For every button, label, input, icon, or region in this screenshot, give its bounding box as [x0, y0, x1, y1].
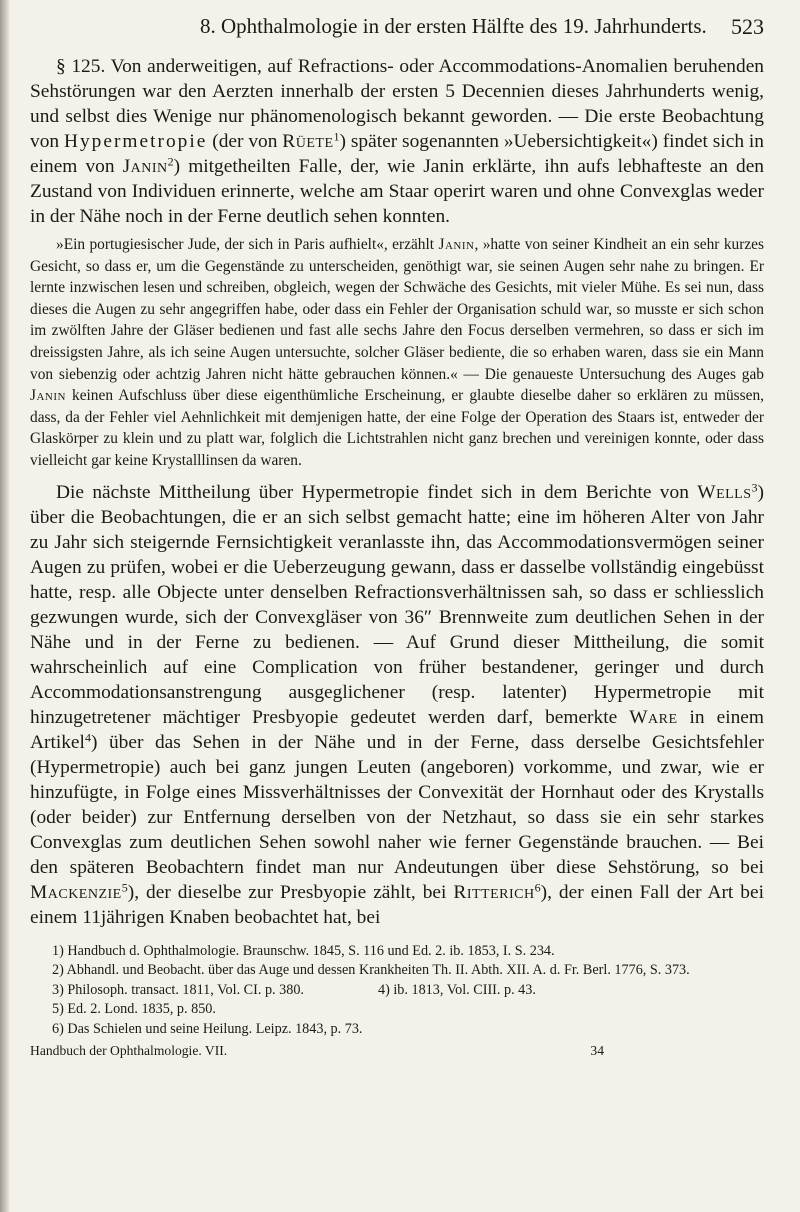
paragraph-wells: Die nächste Mittheilung über Hypermetropie findet sich in dem Berichte von Wells$^3$) über die Beobachtungen, die er an sich selbst gemacht hatte; eine im höheren Alter von Jahr zu Jahr sich steigernde Fernsichtigkeit veranlasste ihn, das Accommodationsvermögen seiner Augen zu prüfen, wobei er die Ueberzeugung gewann, dass er dasselbe vollständig eingebüsst hatte, resp. alle Objecte unter denselben Refractionsverhältnissen sah, so dass er schliesslich gezwungen wurde, sich der Convexgläser von 36″ Brennweite zum deutlichen Sehen in der Nähe und in der Ferne zu bedienen. — Auf Grund dieser Mittheilung, die somit wahrscheinlich auf eine Complication von früher bestandener, geringer und durch Accommodationsanstrengung ausgeglichener (resp. latenter) Hypermetropie mit hinzugetretener mächtiger Presbyopie gedeutet werden darf, bemerkte Ware in einem Artikel$^4$) über das Sehen in der Nähe und in der Ferne, dass derselbe Gesichtsfehler (Hypermetropie) auch bei ganz jungen Leuten (angeboren) vorkomme, und zwar, wie er hinzufügte, in Folge eines Missverhältnisses der Convexität der Hornhaut oder des Krystalls (oder beider) zur Entfernung derselben von der Netzhaut, so dass sie ein sehr starkes Convexglas zum deutlichen Sehen sowohl naher wie ferner Gegenstände brauchen. — Bei den späteren Beobachtern findet man nur Andeutungen über diese Sehstörung, so bei Mackenzie$^5$), der dieselbe zur Presbyopie zählt, bei Ritterich$^6$), der einen Fall der Art bei einem 11jährigen Knaben beobachtet hat, bei — [30, 479, 764, 928]
footnote-2: 2) Abhandl. und Beobacht. über das Auge und dessen Krankheiten Th. II. Abth. XII. A. d. Fr. Berl. 1776, S. 373. — [52, 962, 690, 979]
author-ritterich: Ritterich — [453, 881, 535, 903]
author-wells: Wells — [697, 481, 752, 503]
footnote-4: 4) ib. 1813, Vol. CIII. p. 43. — [378, 981, 536, 998]
footnotes — [30, 942, 764, 1061]
footnote-ref-3: 3 — [751, 479, 758, 494]
page-number: 523 — [731, 14, 764, 39]
footnote-5: 5) Ed. 2. Lond. 1835, p. 850. — [52, 1001, 216, 1018]
term-hypermetropie: Hypermetropie — [63, 131, 208, 152]
footnote-ref-4: 4 — [84, 729, 91, 744]
author-janin-quote-2: Janin — [30, 387, 66, 405]
footnote-row-3-4 — [30, 981, 764, 1001]
footnote-ref-2: 2 — [167, 154, 174, 169]
footnote-ref-5: 5 — [121, 879, 128, 894]
author-janin: Janin — [122, 156, 168, 177]
author-mackenzie: Mackenzie — [30, 881, 122, 903]
footnote-6: 6) Das Schielen und seine Heilung. Leipz. 1843, p. 73. — [52, 1020, 363, 1037]
footnote-1: 1) Handbuch d. Ophthalmologie. Braunschw. 1845, S. 116 und Ed. 2. ib. 1853, I. S. 234. — [52, 942, 555, 959]
paragraph-section-125: § 125. Von anderweitigen, auf Refractions- oder Accommodations-Anomalien beruhenden Sehstörungen war den Aerzten innerhalb der ersten 5 Decennien dieses Jahrhunderts wenig, und selbst dies Wenige nur phänomenologisch bekannt geworden. — Die erste Beobachtung von Hypermetropie (der von Rüete$^1$) später sogenannten »Uebersichtigkeit«) findet sich in einem von Janin$^2$) mitgetheilten Falle, der, wie Janin erklärte, ihn aufs lebhafteste an den Zustand von Individuen erinnerte, welche am Staar operirt waren und ohne Convexglas weder in der Nähe noch in der Ferne deutlich sehen konnten. — [30, 56, 764, 227]
footnote-ref-1: 1 — [333, 129, 340, 144]
footnote-ref-6: 6 — [534, 879, 541, 894]
footnote-3: 3) Philosoph. transact. 1811, Vol. CI. p. 380. — [52, 981, 304, 998]
running-head-title: 8. Ophthalmologie in der ersten Hälfte des 19. Jahrhunderts. — [200, 14, 707, 38]
author-janin-quote: Janin — [438, 236, 475, 253]
signature-line — [30, 1041, 764, 1061]
janin-quotation: »Ein portugiesischer Jude, der sich in Paris aufhielt«, erzählt Janin, »hatte von seiner Kindheit an ein sehr kurzes Gesicht, so dass er, um die Gegenstände zu unterscheiden, genöthigt war, sie seinen Augen sehr nahe zu bringen. Er lernte inzwischen lesen und schreiben, obgleich, wegen der Schwäche des Gesichts, mit vieler Mühe. Es sei nun, dass dieses die Augen zu sehr angegriffen habe, oder dass ein Fehler der Organisation schuld war, so musste er sich schon im zwölften Jahre der Gläser bedienen und fast alle sechs Jahre den Focus derselben vermehren, so dass er sich im dreissigsten Jahre, als ich seine Augen untersuchte, solcher Gläser bediente, die so erhaben waren, dass sie ein Mann von siebenzig oder achtzig Jahren nicht hätte gebrauchen können.« — Die genaueste Untersuchung des Auges gab Janin keinen Aufschluss über diese eigenthümliche Erscheinung, er glaubte dieselbe daher so erklären zu müssen, dass, da der Fehler viel Aehnlichkeit mit demjenigen hatte, der eine Folge der Operation des Staars ist, entweder der Glaskörper zu klein und zu platt war, folglich die Lichtstrahlen nicht ganz brechen und vereinigen konnte, oder dass vielleicht gar keine Krystalllinsen da waren. — [30, 236, 764, 469]
running-head — [30, 14, 764, 48]
author-ware: Ware — [629, 706, 678, 728]
signature-number: 34 — [590, 1042, 604, 1058]
signature-title: Handbuch der Ophthalmologie. VII. — [30, 1042, 228, 1058]
author-ruete: Rüete — [282, 131, 334, 152]
